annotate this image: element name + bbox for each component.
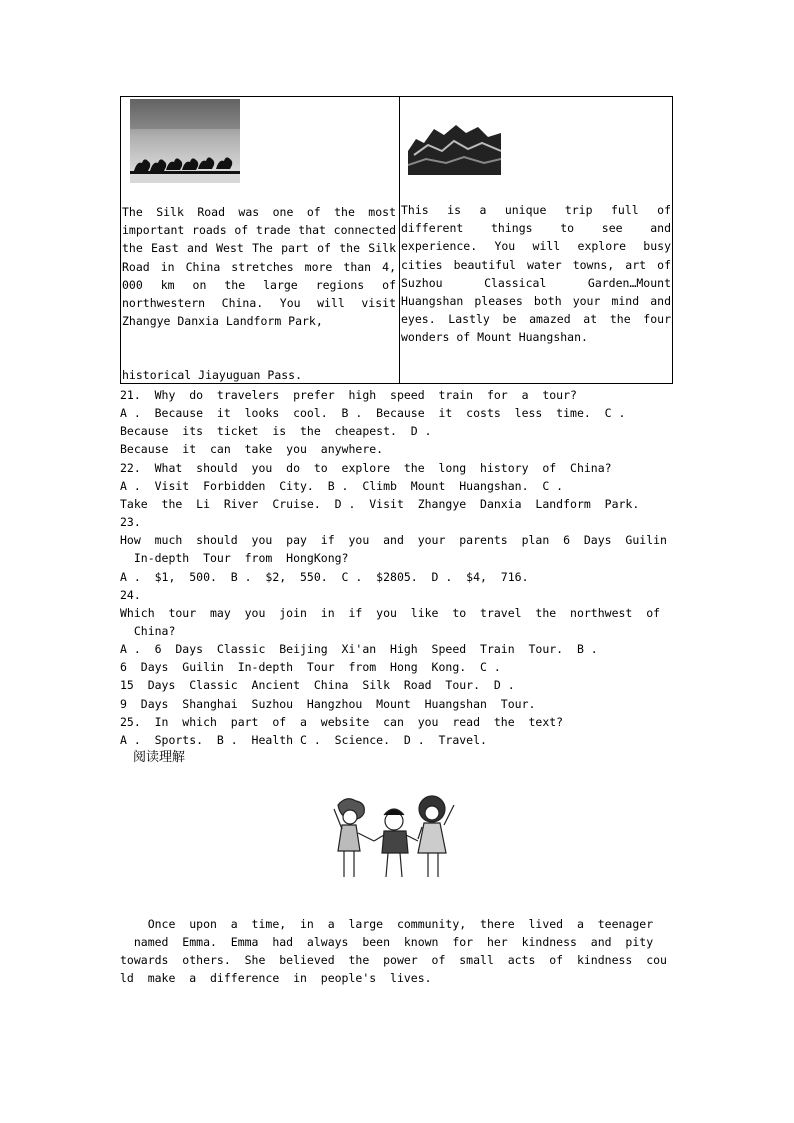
children-holding-hands-image	[330, 795, 460, 887]
passage-line: Once upon a time, in a large community, there lived a teenager	[120, 917, 654, 931]
question-line: A . Because it looks cool. B . Because it costs less time. C .	[120, 406, 626, 420]
question-line: A . $1, 500. B . $2, 550. C . $2805. D . $4, 716.	[120, 570, 529, 584]
question-line: Because it can take you anywhere.	[120, 442, 384, 456]
question-line: How much should you pay if you and your parents plan 6 Days Guilin	[120, 533, 667, 547]
question-line: 22. What should you do to explore the long history of China?	[120, 461, 612, 475]
passage-line: ld make a difference in people's lives.	[120, 971, 432, 985]
section-heading: 阅读理解	[133, 750, 186, 765]
question-line: A . Visit Forbidden City. B . Climb Mount Huangshan. C .	[120, 479, 564, 493]
question-line: 21. Why do travelers prefer high speed train for a tour?	[120, 388, 577, 402]
tour-table	[120, 96, 673, 384]
table-divider	[399, 97, 400, 383]
question-line: 25. In which part of a website can you read the text?	[120, 715, 564, 729]
mountain-image	[408, 121, 501, 175]
question-line: A . 6 Days Classic Beijing Xi'an High Speed Train Tour. B .	[120, 642, 598, 656]
question-line: China?	[120, 624, 176, 638]
question-line: 23.	[120, 515, 141, 529]
passage-line: towards others. She believed the power of small acts of kindness cou	[120, 953, 667, 967]
question-line: 6 Days Guilin In-depth Tour from Hong Kong. C .	[120, 660, 501, 674]
huangshan-description: This is a unique trip full of different things to see and experience. You will explore busy cities beautiful water towns, art of Suzhou Classical Garden…Mount Huangshan pleases both your mind and eyes. Lastly be amazed at the four wonders of Mount Huangshan.	[401, 203, 671, 345]
question-line: 9 Days Shanghai Suzhou Hangzhou Mount Huangshan Tour.	[120, 697, 536, 711]
question-line: Because its ticket is the cheapest. D .	[120, 424, 432, 438]
question-line: 15 Days Classic Ancient China Silk Road Tour. D .	[120, 678, 515, 692]
silk-road-description-last: historical Jiayuguan Pass.	[122, 368, 303, 382]
question-line: Which tour may you join in if you like to travel the northwest of	[120, 606, 661, 620]
camel-caravan-image	[130, 99, 240, 183]
question-line: 24.	[120, 588, 141, 602]
question-line: A . Sports. B . Health C . Science. D . Travel.	[120, 733, 487, 747]
question-line: In-depth Tour from HongKong?	[120, 551, 349, 565]
passage-line: named Emma. Emma had always been known for her kindness and pity	[120, 935, 654, 949]
silk-road-description: The Silk Road was one of the most important roads of trade that connected the East and West The part of the Silk Road in China stretches more than 4, 000 km on the large regions of northwestern China. You will visit Zhangye Danxia Landform Park,	[122, 205, 396, 329]
question-line: Take the Li River Cruise. D . Visit Zhangye Danxia Landform Park.	[120, 497, 640, 511]
